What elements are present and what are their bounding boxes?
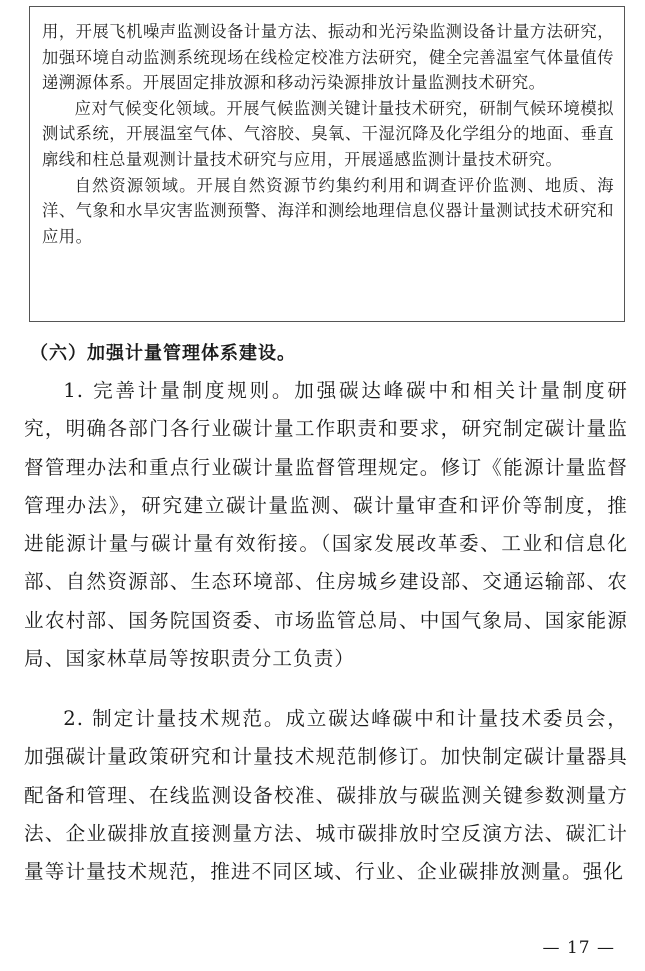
page-number: — 17 —: [542, 938, 615, 958]
section-heading: （六）加强计量管理体系建设。: [30, 343, 296, 364]
body-paragraph: 1. 完善计量制度规则。加强碳达峰碳中和相关计量制度研究，明确各部门各行业碳计量工作职责和要求，研究制定碳计量监督管理办法和重点行业碳计量监督管理规定。修订《能源计量监督管理办法》，研究建立碳计量监测、碳计量审查和评价等制度，推进能源计量与碳计量有效衔接。（国家发展改革委、工业和信息化部、自然资源部、生态环境部、住房城乡建设部、交通运输部、农业农村部、国务院国资委、市场监管总局、中国气象局、国家能源局、国家林草局等按职责分工负责）: [24, 379, 628, 671]
boxed-excerpt: [29, 6, 625, 322]
box-paragraph: 用，开展飞机噪声监测设备计量方法、振动和光污染监测设备计量方法研究，加强环境自动监测系统现场在线检定校准方法研究，健全完善温室气体量值传递溯源体系。开展固定排放源和移动污染源排放计量监测技术研究。: [42, 22, 614, 93]
box-paragraph: 应对气候变化领域。开展气候监测关键计量技术研究，研制气候环境模拟测试系统，开展温室气体、气溶胶、臭氧、干湿沉降及化学组分的地面、垂直廓线和柱总量观测计量技术研究与应用，开展遥感监测计量技术研究。: [42, 98, 614, 169]
box-paragraph: 自然资源领域。开展自然资源节约集约利用和调查评价监测、地质、海洋、气象和水旱灾害监测预警、海洋和测绘地理信息仪器计量测试技术研究和应用。: [42, 175, 614, 246]
body-paragraph: 2. 制定计量技术规范。成立碳达峰碳中和计量技术委员会，加强碳计量政策研究和计量技术规范制修订。加快制定碳计量器具配备和管理、在线监测设备校准、碳排放与碳监测关键参数测量方法、企业碳排放直接测量方法、城市碳排放时空反演方法、碳汇计量等计量技术规范，推进不同区域、行业、企业碳排放测量。强化: [24, 707, 628, 884]
